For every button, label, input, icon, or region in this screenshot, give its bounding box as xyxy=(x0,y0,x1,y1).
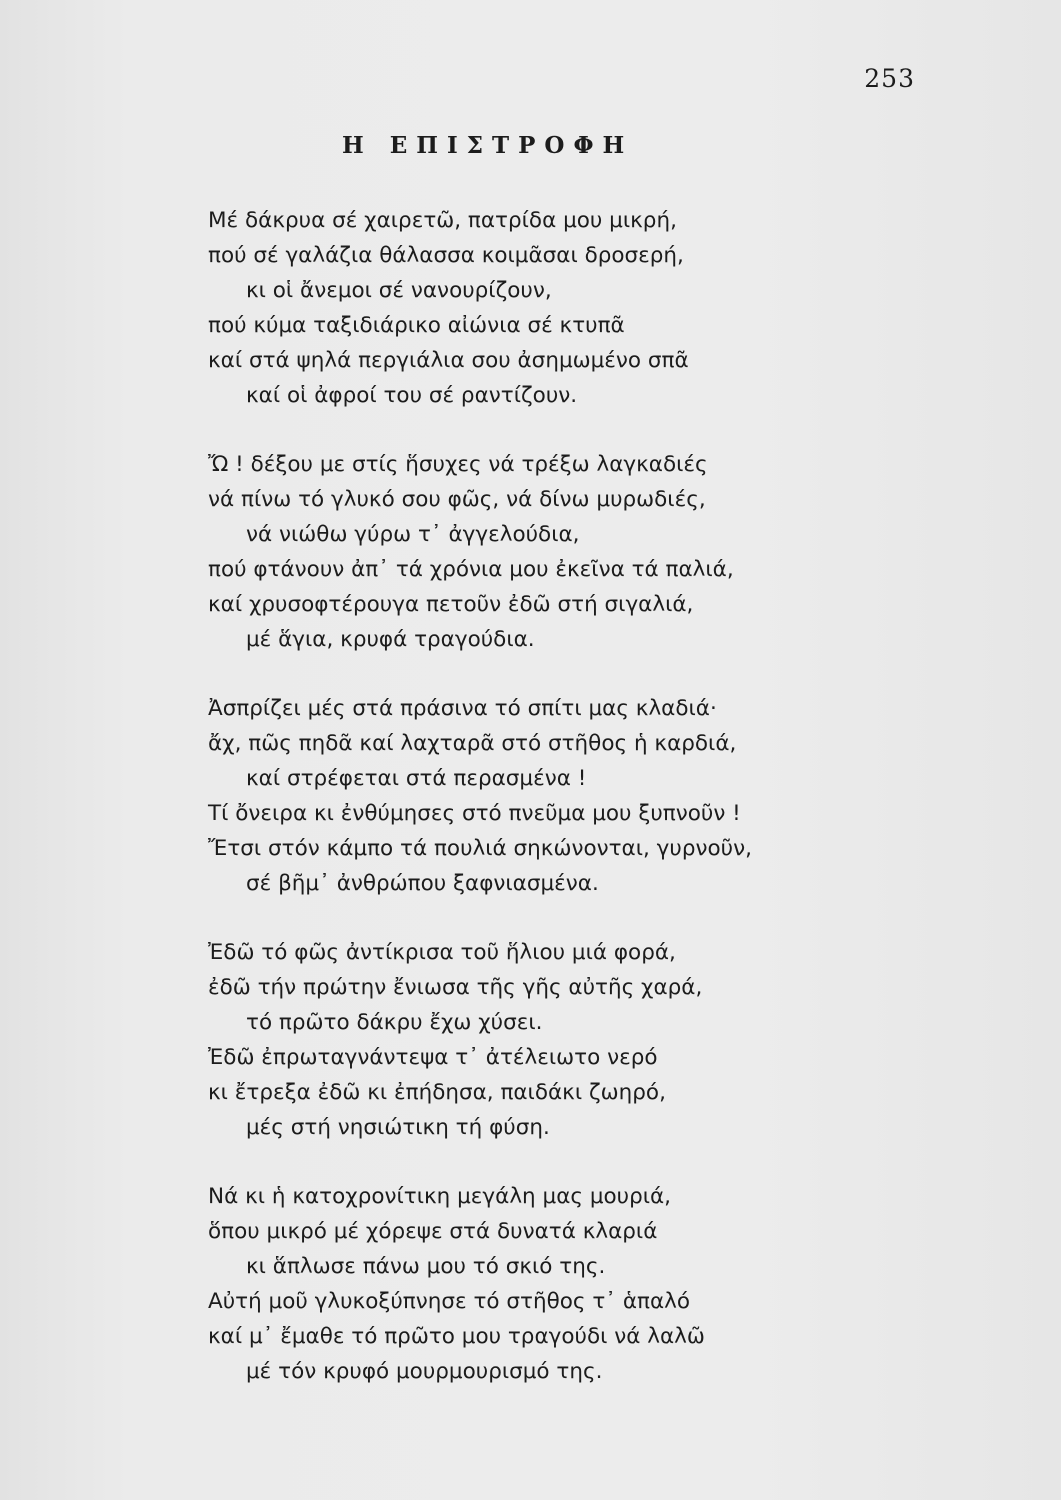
poem-line: Ὤ ! δέξου με στίς ἥσυχες νά τρέξω λαγκαδιές xyxy=(208,452,708,477)
poem-line: νά νιώθω γύρω τ᾽ ἀγγελούδια, xyxy=(246,522,580,547)
poem-line: μέ ἅγια, κρυφά τραγούδια. xyxy=(246,627,535,652)
poem-line: κι ἔτρεξα ἐδῶ κι ἐπήδησα, παιδάκι ζωηρό, xyxy=(208,1080,666,1105)
poem-line: ὅπου μικρό μέ χόρεψε στά δυνατά κλαριά xyxy=(208,1219,658,1244)
poem-line: ἄχ, πῶς πηδᾶ καί λαχταρᾶ στό στῆθος ἡ καρδιά, xyxy=(208,731,737,756)
poem-line: κι ἅπλωσε πάνω μου τό σκιό της. xyxy=(246,1254,606,1279)
poem-body xyxy=(0,203,1061,1423)
stanza-5 xyxy=(0,1179,1061,1389)
poem-line: Τί ὄνειρα κι ἐνθύμησες στό πνεῦμα μου ξυπνοῦν ! xyxy=(208,801,741,826)
poem-line: Μέ δάκρυα σέ χαιρετῶ, πατρίδα μου μικρή, xyxy=(208,208,677,233)
poem-line: Ἀσπρίζει μές στά πράσινα τό σπίτι μας κλαδιά· xyxy=(208,696,717,721)
poem-line: κι οἱ ἄνεμοι σέ νανουρίζουν, xyxy=(246,278,552,303)
poem-line: καί στά ψηλά περγιάλια σου ἀσημωμένο σπᾶ xyxy=(208,348,689,373)
poem-line: πού φτάνουν ἀπ᾽ τά χρόνια μου ἐκεῖνα τά παλιά, xyxy=(208,557,734,582)
poem-line: Ἔτσι στόν κάμπο τά πουλιά σηκώνονται, γυρνοῦν, xyxy=(208,836,752,861)
poem-line: τό πρῶτο δάκρυ ἔχω χύσει. xyxy=(246,1010,543,1035)
poem-line: καί μ᾽ ἔμαθε τό πρῶτο μου τραγούδι νά λαλῶ xyxy=(208,1324,705,1349)
poem-line: Ἐδῶ τό φῶς ἀντίκρισα τοῦ ἥλιου μιά φορά, xyxy=(208,940,676,965)
poem-line: καί χρυσοφτέρουγα πετοῦν ἐδῶ στή σιγαλιά, xyxy=(208,592,694,617)
page-number: 253 xyxy=(864,64,915,93)
poem-line: Αὐτή μοῦ γλυκοξύπνησε τό στῆθος τ᾽ ἁπαλό xyxy=(208,1289,691,1314)
stanza-1 xyxy=(0,203,1061,413)
poem-line: πού κύμα ταξιδιάρικο αἰώνια σέ κτυπᾶ xyxy=(208,313,625,338)
poem-title: Η ΕΠΙΣΤΡΟΦΗ xyxy=(342,132,634,159)
stanza-2 xyxy=(0,447,1061,657)
stanza-4 xyxy=(0,935,1061,1145)
poem-line: καί στρέφεται στά περασμένα ! xyxy=(246,766,587,791)
poem-line: σέ βῆμ᾽ ἀνθρώπου ξαφνιασμένα. xyxy=(246,871,599,896)
poem-line: νά πίνω τό γλυκό σου φῶς, νά δίνω μυρωδιές, xyxy=(208,487,706,512)
stanza-3 xyxy=(0,691,1061,901)
poem-line: μές στή νησιώτικη τή φύση. xyxy=(246,1115,550,1140)
poem-line: μέ τόν κρυφό μουρμουρισμό της. xyxy=(246,1359,603,1384)
poem-line: πού σέ γαλάζια θάλασσα κοιμᾶσαι δροσερή, xyxy=(208,243,684,268)
poem-line: Ἐδῶ ἐπρωταγνάντεψα τ᾽ ἀτέλειωτο νερό xyxy=(208,1045,658,1070)
poem-line: ἐδῶ τήν πρώτην ἔνιωσα τῆς γῆς αὐτῆς χαρά, xyxy=(208,975,703,1000)
poem-line: καί οἱ ἀφροί του σέ ραντίζουν. xyxy=(246,383,578,408)
poem-line: Νά κι ἡ κατοχρονίτικη μεγάλη μας μουριά, xyxy=(208,1184,672,1209)
